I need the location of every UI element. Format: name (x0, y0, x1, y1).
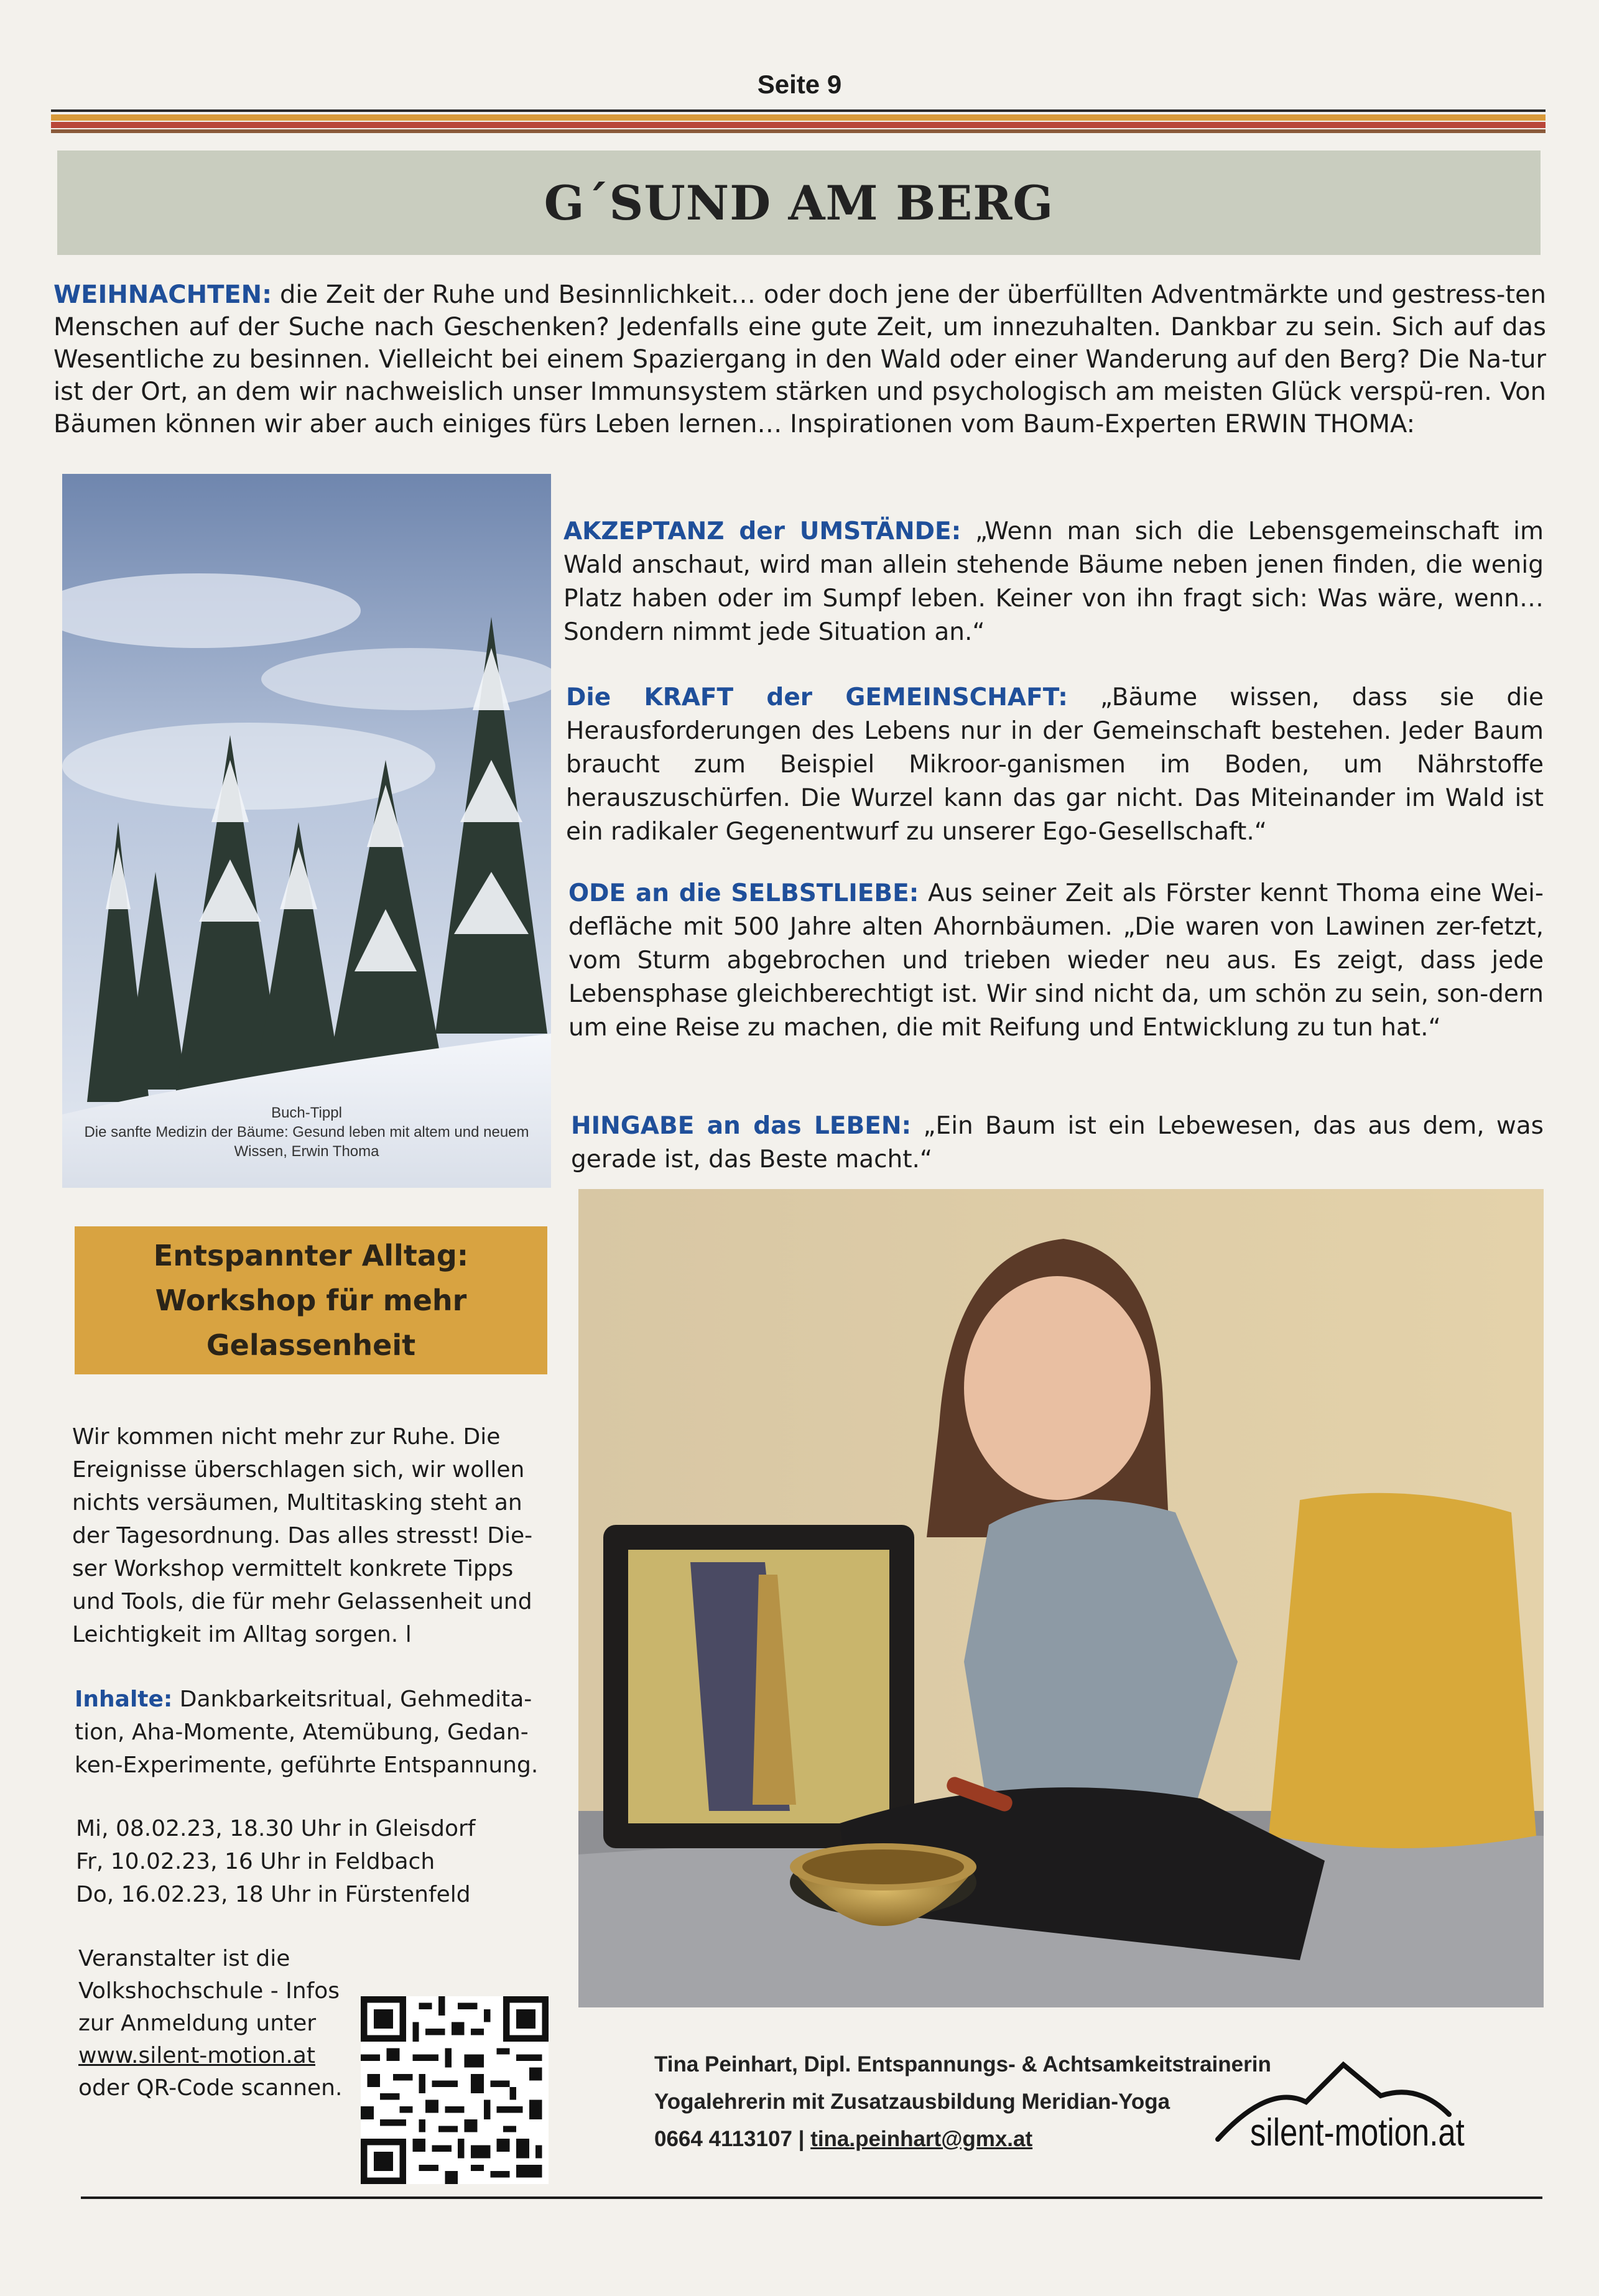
contact-name: Tina Peinhart, Dipl. Entspannungs- & Achtsamkeitstrainerin (654, 2052, 1271, 2076)
quote-text: Aus seiner Zeit als Förster kennt Thoma eine Wei-defläche mit 500 Jahre alten Ahornbäumen. „Die waren von Lawinen zer-fetzt, vom Sturm abgebrochen und trieben wieder neu aus. Es zeigt, dass jede Lebensphase gleichberechtigt ist. Wir sind nicht da, um schön zu sein, son-dern um eine Reise zu machen, die mit Reifung und Entwicklung zu tun hat.“ (568, 879, 1544, 1042)
quote-akzeptanz (563, 515, 1544, 649)
book-tip-caption (62, 1103, 551, 1161)
workshop-date: Do, 16.02.23, 18 Uhr in Fürstenfeld (76, 1882, 471, 1907)
header-stripe-brown (51, 129, 1546, 133)
book-tip-label: Buch-Tippl (271, 1104, 342, 1121)
trainer-photo-illustration (578, 1189, 1544, 2007)
workshop-contents-text: Dankbarkeitsritual, Gehmedita-tion, Aha-Momente, Atemübung, Gedan-ken-Experimente, geführte Entspannung. (75, 1687, 539, 1778)
workshop-title-box (75, 1226, 547, 1374)
quote-keyword: ODE an die SELBSTLIEBE: (568, 879, 919, 907)
quote-text: „Bäume wissen, dass sie die Herausforderungen des Lebens nur in der Gemeinschaft bestehen. Jeder Baum braucht zum Beispiel Mikroor-ganismen im Boden, um Nährstoffe herauszuschürfen. Die Wurzel kann das gar nicht. Das Miteinander im Wald ist ein radikaler Gegenentwurf zu unserer Ego-Gesellschaft.“ (566, 683, 1544, 846)
intro-paragraph (53, 279, 1546, 440)
winter-forest-image (62, 474, 551, 1188)
website-link[interactable]: www.silent-motion.at (78, 2043, 315, 2068)
workshop-description: Wir kommen nicht mehr zur Ruhe. Die Ereignisse überschlagen sich, wir wollen nichts versäumen, Multitasking steht an der Tagesordnung. Das alles stresst! Die-ser Workshop vermittelt konkrete Tipps und Tools, die für mehr Gelassenheit und Leichtigkeit im Alltag sorgen. l (72, 1424, 533, 1647)
info-line-2: zur Anmeldung unter (78, 2011, 317, 2036)
header-stripe-dark (51, 109, 1546, 112)
workshop-dates (76, 1812, 549, 1911)
quote-hingabe (571, 1109, 1544, 1177)
quote-text: „Wenn man sich die Lebensgemeinschaft im Wald anschaut, wird man allein stehende Bäume neben jenen finden, die wenig Platz haben oder im Sumpf leben. Keiner von ihn fragt sich: Was wäre, wenn… Sondern nimmt jede Situation an.“ (563, 517, 1544, 646)
qr-code-graphic (361, 1996, 549, 2184)
workshop-contents (75, 1683, 547, 1782)
contact-phone[interactable]: 0664 4113107 (654, 2127, 792, 2151)
workshop-date: Mi, 08.02.23, 18.30 Uhr in Gleisdorf (76, 1816, 476, 1841)
contact-email[interactable]: tina.peinhart@gmx.at (810, 2127, 1033, 2151)
contact-separator: | (792, 2127, 811, 2151)
winter-forest-illustration (62, 474, 551, 1188)
workshop-contents-label: Inhalte: (75, 1687, 173, 1712)
silent-motion-logo (1213, 2046, 1536, 2170)
trainer-photo (578, 1189, 1544, 2007)
info-line-1: Veranstalter ist die Volkshochschule - Infos (78, 1946, 340, 2004)
quote-keyword: HINGABE an das LEBEN: (571, 1112, 912, 1140)
workshop-date: Fr, 10.02.23, 16 Uhr in Feldbach (76, 1849, 435, 1874)
contact-block (654, 2046, 1276, 2158)
quote-selbstliebe (568, 877, 1544, 1045)
contact-qualification: Yogalehrerin mit Zusatzausbildung Meridian-Yoga (654, 2090, 1170, 2114)
workshop-info (78, 1943, 377, 2104)
info-line-3: oder QR-Code scannen. (78, 2075, 343, 2101)
logo-text: silent-motion.at (1250, 2111, 1465, 2154)
quote-text: „Ein Baum ist ein Lebewesen, das aus dem, was gerade ist, das Beste macht.“ (571, 1112, 1544, 1173)
workshop-title: Entspannter Alltag: Workshop für mehr Gelassenheit (153, 1239, 469, 1362)
header-stripe-orange (51, 114, 1546, 121)
quote-kraft (566, 681, 1544, 849)
book-tip-text: Die sanfte Medizin der Bäume: Gesund leben mit altem und neuem Wissen, Erwin Thoma (84, 1124, 529, 1160)
intro-text: die Zeit der Ruhe und Besinnlichkeit… oder doch jene der überfüllten Adventmärkte und gestress-ten Menschen auf der Suche nach Geschenken? Jedenfalls eine gute Zeit, um innezuhalten. Dankbar zu sein. Sich auf das Wesentliche zu besinnen. Vielleicht bei einem Spaziergang in den Wald oder einer Wanderung auf den Berg? Die Na-tur ist der Ort, an dem wir nachweislich unser Immunsystem stärken und psychologisch am meisten Glück verspü-ren. Von Bäumen können wir aber auch einiges fürs Leben lernen… Inspirationen vom Baum-Experten ERWIN THOMA: (53, 280, 1546, 438)
quote-keyword: AKZEPTANZ der UMSTÄNDE: (563, 517, 962, 545)
title-band (57, 150, 1541, 255)
page-number: Seite 9 (757, 70, 842, 99)
page-title: G´SUND AM BERG (544, 175, 1054, 231)
bottom-rule (81, 2196, 1542, 2199)
intro-keyword: WEIHNACHTEN: (53, 280, 272, 309)
header-stripe-red (51, 122, 1546, 128)
quote-keyword: Die KRAFT der GEMEINSCHAFT: (566, 683, 1068, 711)
qr-code-icon[interactable] (361, 1996, 549, 2184)
